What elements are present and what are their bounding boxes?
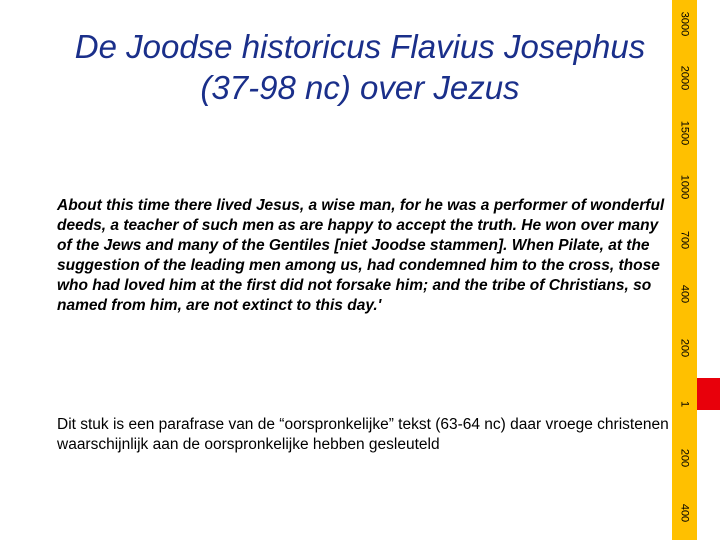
timeline-current-marker <box>697 378 720 410</box>
slide-title-line: (37-98 nc) over Jezus <box>200 69 520 106</box>
josephus-quote: About this time there lived Jesus, a wise man, for he was a performer of wonderful deeds, a teacher of such men as are happy to accept the truth. He won over many of the Jews and many of the Gentiles [niet Joodse stammen]. When Pilate, at the suggestion of the leading men among us, had condemned him to the cross, those who had loved him at the first did not forsake him; and the tribe of Christians, so named from him, are not extinct to this day.' <box>57 197 665 314</box>
paraphrase-note: Dit stuk is een parafrase van de “oorspronkelijke” tekst (63-64 nc) daar vroege christenen waarschijnlijk aan de oorspronkelijke hebben gesleuteld <box>57 416 669 453</box>
slide-title <box>40 26 680 108</box>
slide-title-line: De Joodse historicus Flavius Josephus <box>74 28 646 65</box>
